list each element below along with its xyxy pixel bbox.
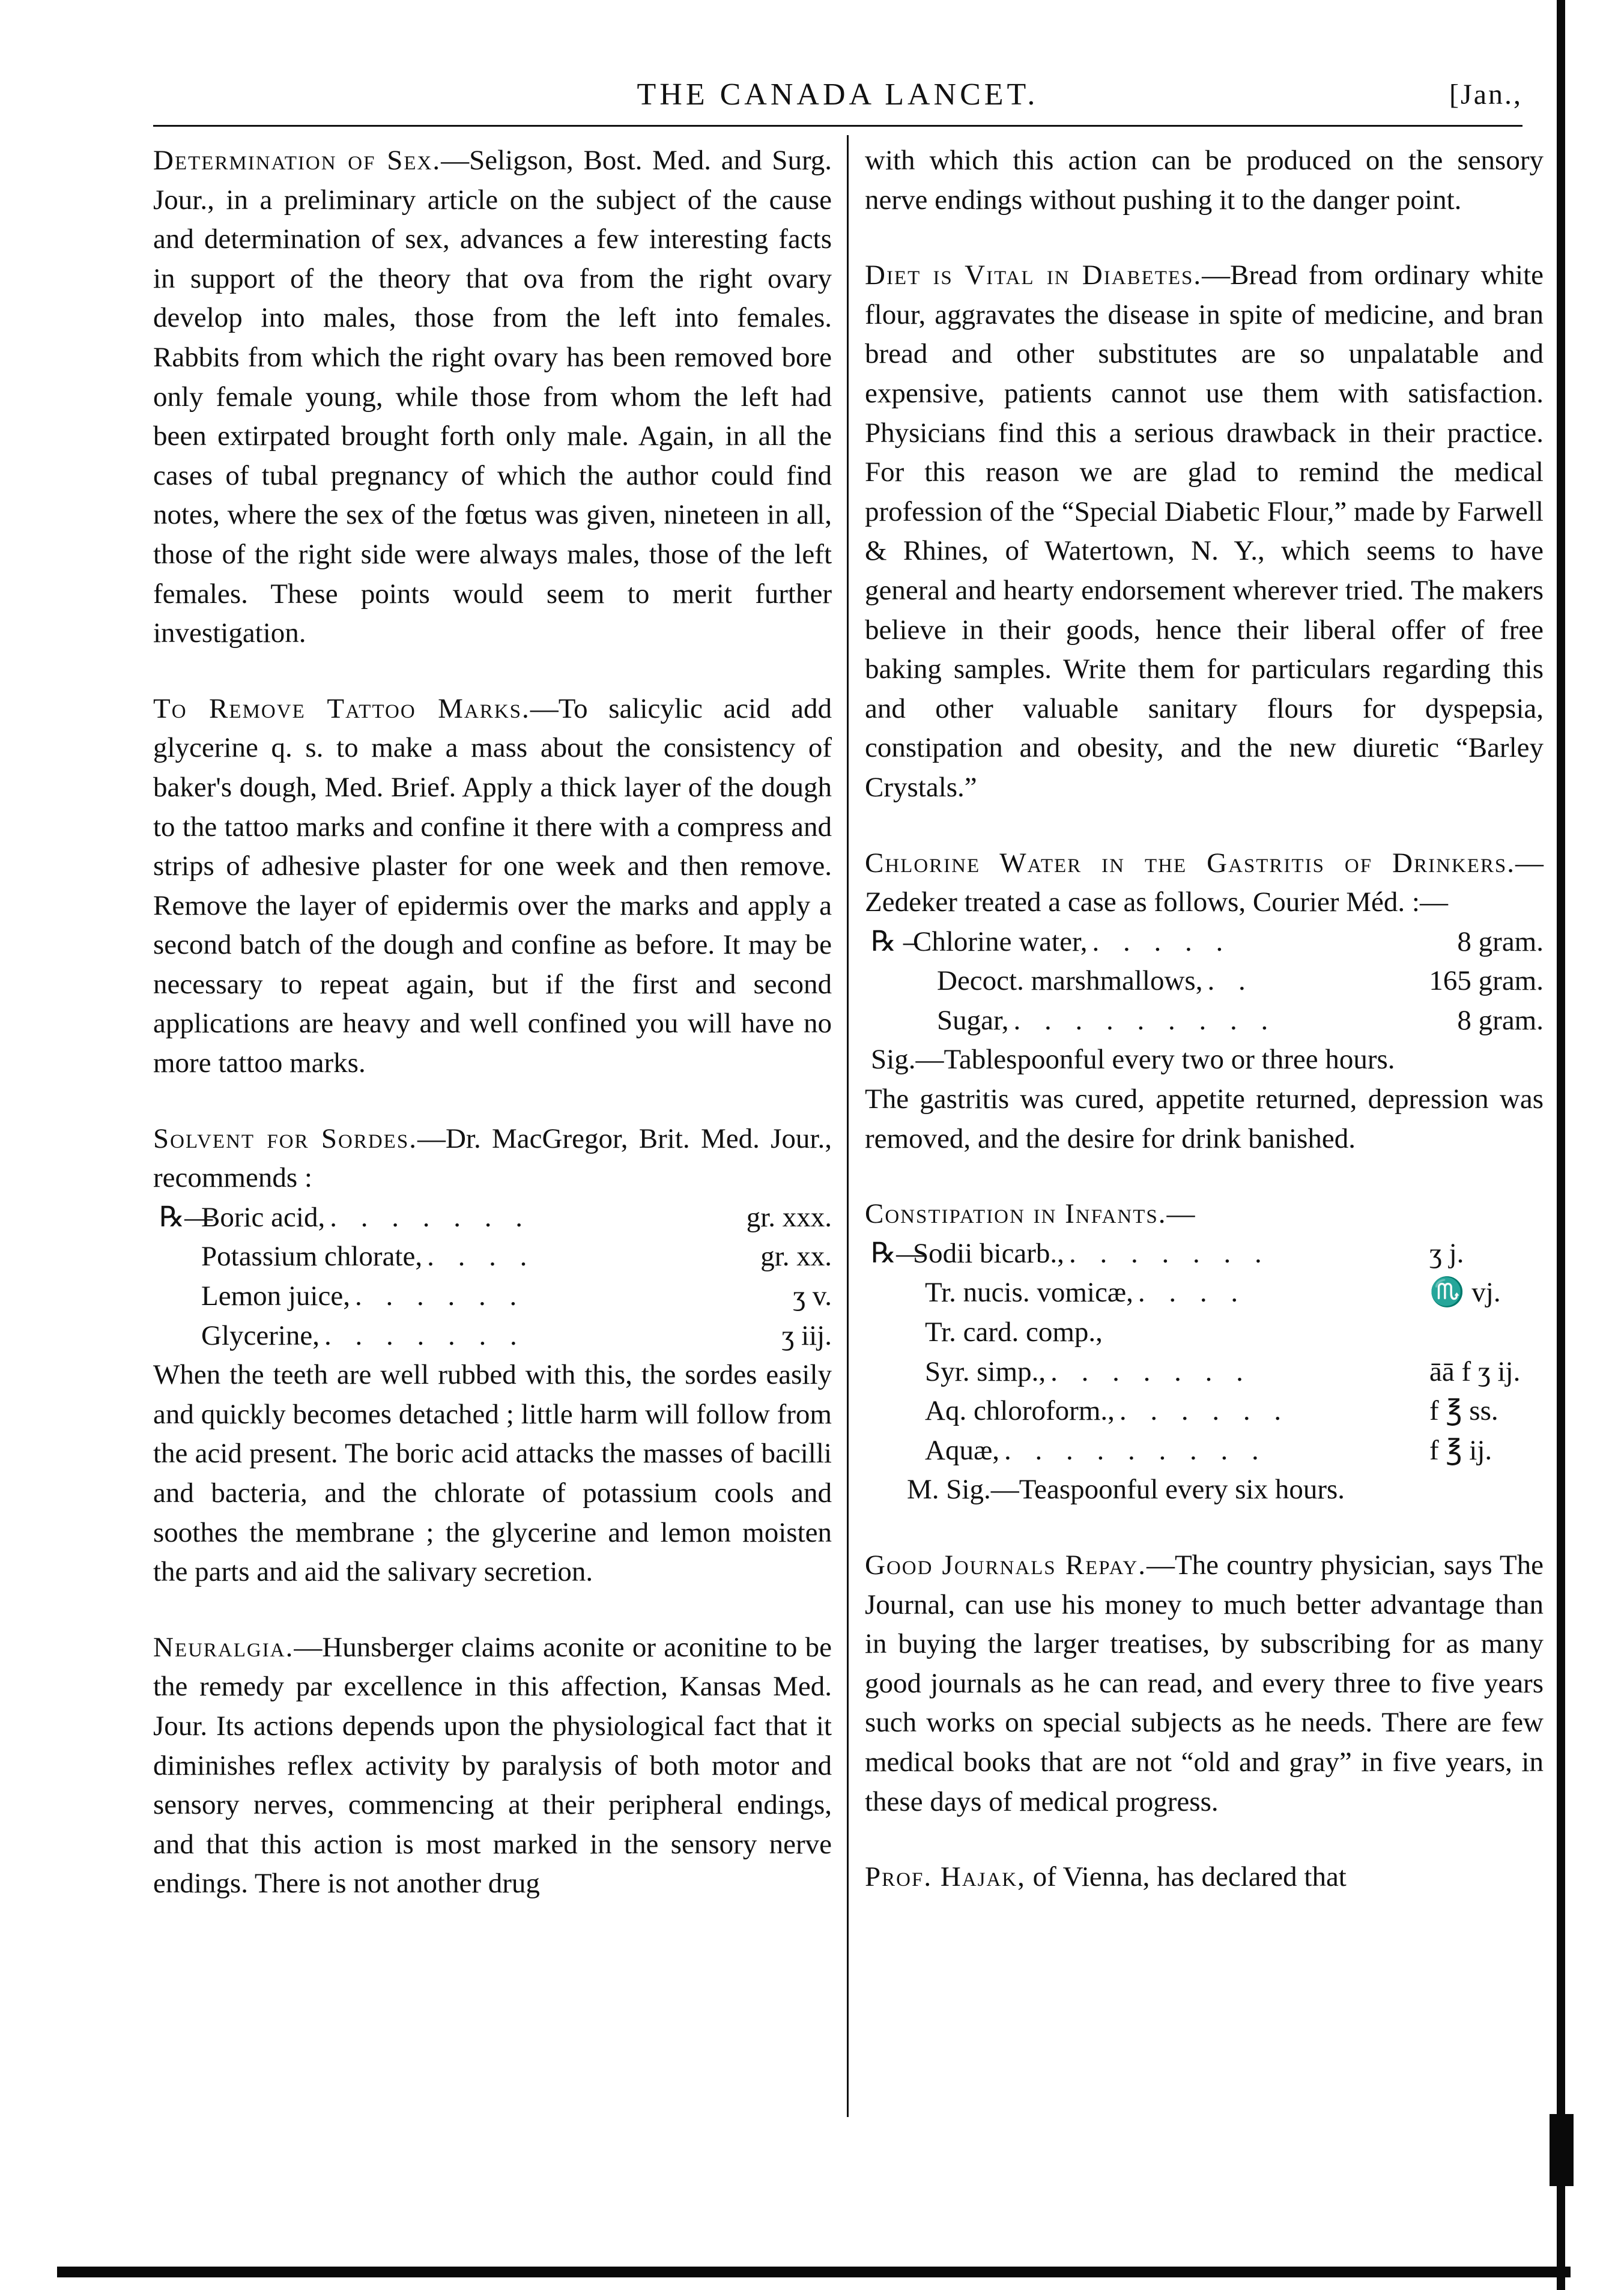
prescription-row: [159, 1277, 832, 1316]
recipe-symbol: ℞ –: [871, 925, 918, 957]
prescription-row: [871, 1234, 1544, 1274]
leader-dots: . . . .: [427, 1241, 536, 1273]
article-intro: [865, 844, 1544, 922]
article-body: —To salicylic acid add glycerine q. s. to make a mass about the consistency of baker's dough, Med. Brief. Apply a thick layer of the dough to the tattoo marks and confine it there with a compress and strips of adhesive plaster for one week and then remove. Remove the layer of epidermis over the marks and apply a second batch of the dough and confine as before. It may be necessary to repeat again, but if the first and second applications are heavy and well confined you will have no more tattoo marks.: [153, 692, 832, 1079]
prescription-list: [871, 922, 1544, 1080]
recipe-symbol: ℞—: [871, 1237, 925, 1269]
ingredient-name: Tr. nucis. vomicæ,: [925, 1277, 1133, 1309]
journal-title: THE CANADA LANCET.: [637, 77, 1039, 112]
article-heading: Prof. Hajak,: [865, 1861, 1026, 1893]
leader-dots: . . . . .: [1092, 925, 1232, 957]
scan-edge-shadow-bottom: [1550, 2114, 1574, 2186]
scan-edge-shadow: [1557, 0, 1565, 2290]
leader-dots: . . . . . . . . .: [1013, 1004, 1277, 1036]
article-body: When the teeth are well rubbed with this, the sordes easily and quickly becomes detached ; little harm will follow from the acid present. The boric acid attacks the masses of bacilli and bacteria, and the chlorate of potassium cools and soothes the membrane ; the glycerine and lemon moisten the parts and aid the salivary secretion.: [153, 1359, 832, 1588]
article-body: —Bread from ordinary white flour, aggravates the disease in spite of medicine, and bran bread and other substitutes are so unpalatable and expensive, patients cannot use them with satisfaction. Physicians find this a serious drawback in their practice. For this reason we are glad to remind the medical profession of the “Special Diabetic Flour,” made by Farwell & Rhines, of Watertown, N. Y., which seems to have general and hearty endorsement wherever tried. The makers believe in their goods, hence their liberal offer of free baking samples. Write them for particulars regarding this and other valuable sanitary flours for dyspepsia, constipation and obesity, and the new diuretic “Barley Crystals.”: [865, 259, 1544, 803]
article-heading: Chlorine Water in the Gastritis of Drinkers.: [865, 847, 1515, 879]
leader-dots: . . . . . . .: [1050, 1356, 1252, 1387]
ingredient-dose: ʒ j.: [1429, 1237, 1464, 1269]
article-heading: Determination of Sex.: [153, 145, 441, 176]
ingredient-dose: ♏ vj.: [1429, 1277, 1501, 1309]
prescription-row: [871, 1273, 1544, 1313]
ingredient-dose: f ℥ ss.: [1429, 1395, 1498, 1427]
prescription-row: [159, 1198, 832, 1238]
prescription-sig: [871, 1470, 1544, 1510]
ingredient-name: Decoct. marshmallows,: [937, 965, 1203, 997]
article-body: of Vienna, has declared that: [1025, 1861, 1347, 1893]
ingredient-dose: f ℥ ij.: [1429, 1434, 1492, 1466]
article-heading: To Remove Tattoo Marks.: [153, 692, 530, 724]
prescription-row: [159, 1316, 832, 1356]
left-column: [153, 141, 832, 1940]
prescription-list: [159, 1198, 832, 1356]
prescription-row: [871, 1392, 1544, 1431]
leader-dots: . . . . . . .: [330, 1201, 531, 1233]
leader-dots: . . . . . . .: [324, 1319, 526, 1351]
ingredient-dose: 8 gram.: [1457, 925, 1544, 957]
ingredient-name: Chlorine water,: [913, 925, 1088, 957]
article-diet-diabetes: [865, 256, 1544, 807]
leader-dots: . . . . . . . . .: [1004, 1434, 1267, 1466]
prescription-sig: [871, 1040, 1544, 1080]
ingredient-name: Sodii bicarb.,: [913, 1237, 1064, 1269]
scan-bottom-edge: [57, 2267, 1571, 2277]
article-intro: [153, 1119, 832, 1198]
ingredient-dose: gr. xxx.: [746, 1201, 832, 1233]
prescription-row: [871, 1001, 1544, 1041]
leader-dots: . . . . . .: [1119, 1395, 1290, 1427]
prescription-row: [871, 1352, 1544, 1392]
prescription-row: [871, 962, 1544, 1001]
header-rule: [153, 125, 1522, 127]
sig-text: M. Sig.—Teaspoonful every six hours.: [907, 1474, 1345, 1506]
ingredient-name: Aq. chloroform.,: [925, 1395, 1115, 1427]
article-heading: Solvent for Sordes.: [153, 1122, 417, 1154]
prescription-list: [871, 1234, 1544, 1510]
article-constipation-infants: [865, 1195, 1544, 1510]
column-divider: [847, 135, 849, 2117]
article-body: —Seligson, Bost. Med. and Surg. Jour., in a preliminary article on the subject of the cause and determination of sex, advances a few interesting facts in support of the theory that ova from the right ovary develop into males, those from the left into females. Rabbits from which the right ovary has been removed bore only female young, while those from whom the left had been extirpated brought forth only male. Again, in all the cases of tubal pregnancy of which the author could find notes, where the sex of the fœtus was given, nineteen in all, those of the right side were always males, those of the left females. These points would seem to merit further investigation.: [153, 145, 832, 649]
article-body: —The country physician, says The Journal, can use his money to much better advantage than in buying the larger treatises, by subscribing for as many good journals as he can read, and every three to five years such works on special subjects as he needs. There are few medical books that are not “old and gray” in five years, in these days of medical progress.: [865, 1549, 1544, 1817]
article-body: The gastritis was cured, appetite returned, depression was removed, and the desire for drink banished.: [865, 1083, 1544, 1154]
prescription-row: [871, 922, 1544, 962]
prescription-row: [159, 1237, 832, 1277]
article-intro-text: —Dr. MacGregor, Brit. Med. Jour., recommends :: [153, 1122, 832, 1194]
article-prof-hajak: [865, 1858, 1544, 1897]
article-heading: Good Journals Repay.: [865, 1549, 1147, 1581]
ingredient-name: Sugar,: [937, 1004, 1009, 1036]
ingredient-dose: ʒ v.: [793, 1280, 832, 1312]
article-heading: Diet is Vital in Diabetes.: [865, 259, 1202, 291]
article-neuralgia: [153, 1628, 832, 1904]
ingredient-dose: 165 gram.: [1429, 965, 1544, 997]
ingredient-name: Syr. simp.,: [925, 1356, 1046, 1387]
recipe-symbol: ℞—: [159, 1201, 213, 1233]
article-heading: Neuralgia.: [153, 1631, 294, 1663]
ingredient-name: Boric acid,: [201, 1201, 326, 1233]
issue-month: [Jan.,: [1449, 79, 1522, 111]
ingredient-dose: gr. xx.: [760, 1241, 832, 1273]
article-determination-of-sex: [153, 141, 832, 653]
ingredient-dose: 8 gram.: [1457, 1004, 1544, 1036]
right-column: [865, 141, 1544, 1897]
ingredient-name: Potassium chlorate,: [201, 1241, 423, 1273]
article-heading: Constipation in Infants.—: [865, 1198, 1196, 1230]
prescription-row: [871, 1313, 1544, 1352]
article-body: —Hunsberger claims aconite or aconitine to be the remedy par excellence in this affection, Kansas Med. Jour. Its actions depends upon the physiological fact that it diminishes reflex activity by paralysis of both motor and sensory nerves, commencing at their peripheral endings, and that this action is most marked in the sensory nerve endings. There is not another drug: [153, 1631, 832, 1900]
leader-dots: . . . . . .: [354, 1280, 526, 1312]
article-tattoo-marks: [153, 689, 832, 1083]
leader-dots: . . . . . . .: [1068, 1237, 1270, 1269]
running-header: [153, 77, 1522, 113]
ingredient-name: Aquæ,: [925, 1434, 1000, 1466]
article-continuation: with which this action can be produced on the sensory nerve endings without pushing it to the danger point.: [865, 145, 1544, 216]
ingredient-dose: ʒ iij.: [781, 1319, 832, 1351]
ingredient-dose: āā f ʒ ij.: [1429, 1356, 1521, 1387]
sig-text: Sig.—Tablespoonful every two or three hours.: [871, 1044, 1395, 1076]
ingredient-name: Lemon juice,: [201, 1280, 350, 1312]
article-solvent-for-sordes: [153, 1119, 832, 1592]
ingredient-name: Glycerine,: [201, 1319, 320, 1351]
ingredient-name: Tr. card. comp.,: [925, 1316, 1103, 1348]
leader-dots: . . . .: [1138, 1277, 1247, 1309]
prescription-row: [871, 1431, 1544, 1471]
article-intro-text: —Zedeker treated a case as follows, Courier Méd. :—: [865, 847, 1544, 918]
article-chlorine-water: [865, 844, 1544, 1159]
leader-dots: . .: [1207, 965, 1254, 997]
article-good-journals: [865, 1546, 1544, 1822]
